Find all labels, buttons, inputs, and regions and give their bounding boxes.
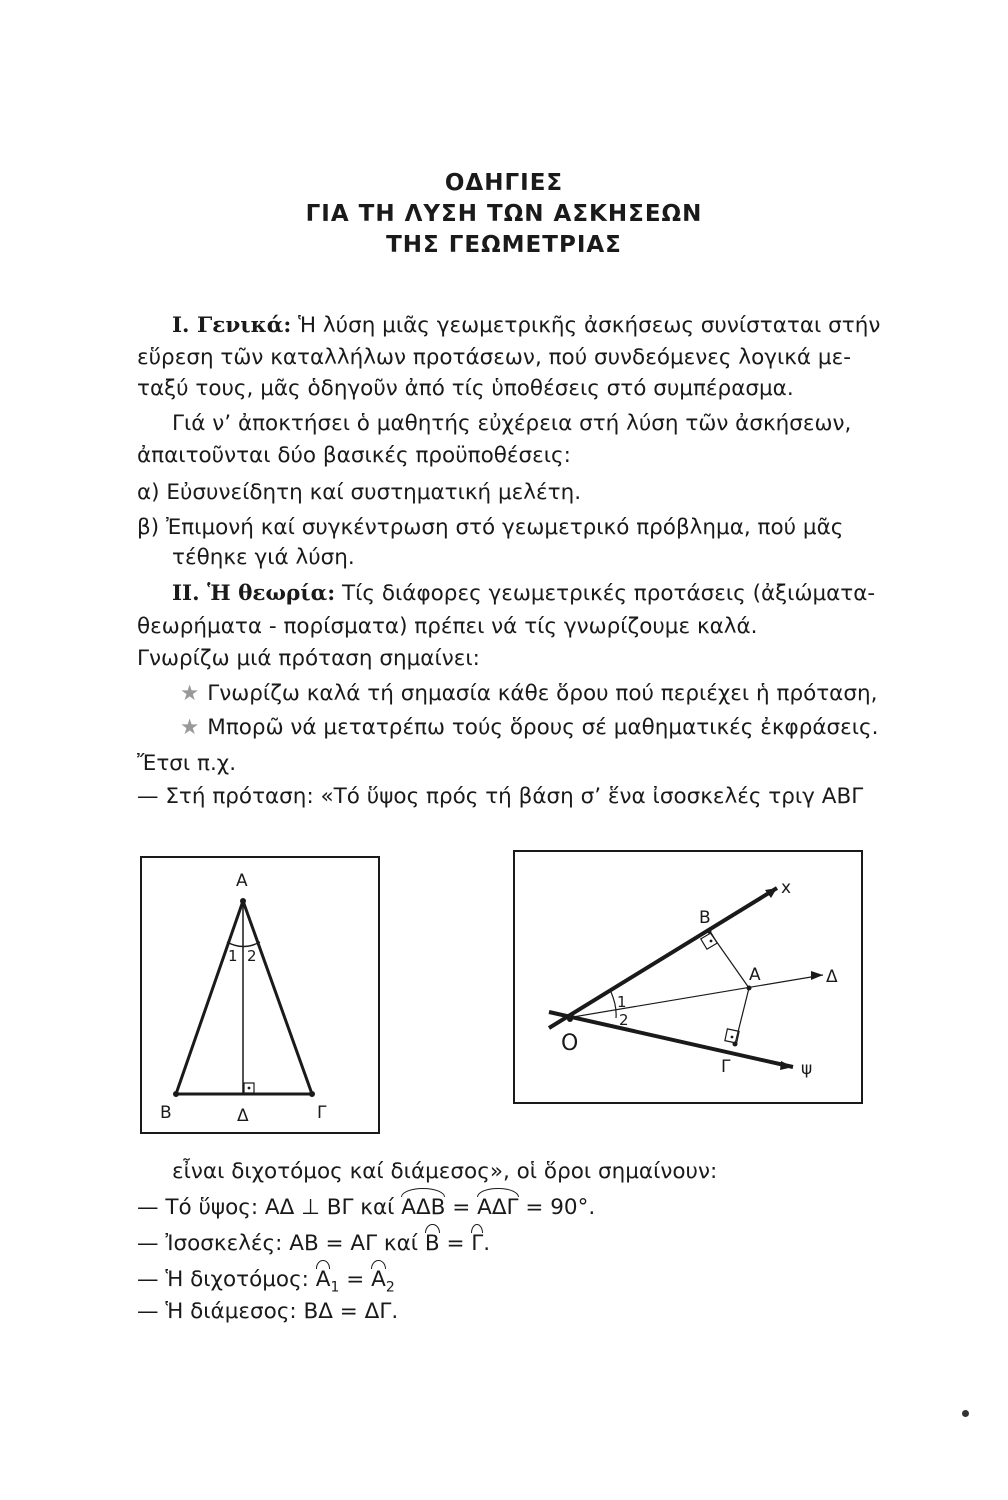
angle-label-2: 2 (619, 1011, 629, 1029)
angle-label-1: 1 (617, 993, 627, 1011)
ray-Opsi (549, 1012, 793, 1067)
after-line-1: εἶναι διχοτόμος καί διάμεσος», οἱ ὅροι σημαίνουν: (172, 1159, 718, 1184)
point-G (733, 1042, 738, 1047)
label-B: B (699, 908, 711, 928)
section2-star-2 (180, 714, 878, 742)
label-A: A (236, 871, 248, 891)
after-l3-prefix: — Ἰσοσκελές: ΑΒ = ΑΓ καί (137, 1231, 425, 1256)
angle-B: Β (424, 1231, 440, 1256)
after-line-2 (137, 1194, 595, 1222)
section1-text-1: Ἡ λύση μιᾶς γεωμετρικῆς ἀσκήσεως συνίσταται στήν (291, 313, 881, 338)
label-psi: ψ (801, 1059, 813, 1079)
after-l2-eq: = (445, 1195, 478, 1220)
after-line-5: — Ἡ διάμεσος: ΒΔ = ΔΓ. (137, 1299, 399, 1324)
right-angle-dot-G (731, 1036, 734, 1039)
section1-heading: Ι. Γενικά: (172, 313, 292, 338)
star-icon: ★ (180, 715, 200, 740)
bisector-OD (567, 975, 823, 1018)
section1-line-5: ἀπαιτοῦνται δύο βασικές προϋποθέσεις: (137, 443, 571, 468)
label-D: Δ (826, 967, 838, 987)
point-B (707, 929, 712, 934)
subscript-1: 1 (330, 1279, 340, 1296)
section2-line-1 (172, 580, 875, 608)
label-D: Δ (237, 1106, 249, 1126)
label-B: B (160, 1103, 172, 1123)
angle-ADB: ΑΔΒ (401, 1195, 446, 1220)
section1-item-b-1: β) Ἐπιμονή καί συγκέντρωση στό γεωμετρικό πρόβλημα, πού μᾶς (137, 515, 844, 540)
subscript-2: 2 (385, 1279, 395, 1296)
section2-line-3: Γνωρίζω μιά πρόταση σημαίνει: (137, 646, 480, 671)
side-AB (176, 901, 243, 1094)
section2-text-1: Τίς διάφορες γεωμετρικές προτάσεις (ἀξιώματα- (335, 581, 876, 606)
after-l2-suffix: = 90°. (518, 1195, 596, 1220)
figure-angle-bisector (513, 850, 863, 1104)
vertex-A (240, 898, 246, 904)
section1-line-2: εὕρεση τῶν καταλλήλων προτάσεων, πού συνδεόμενες λογικά με- (137, 345, 851, 370)
label-O: O (561, 1031, 579, 1056)
title-line-3: ΤΗΣ ΓΕΩΜΕΤΡΙΑΣ (386, 232, 622, 258)
title-line-1: ΟΔΗΓΙΕΣ (444, 170, 564, 196)
vertex-O (567, 1016, 573, 1022)
angle-arc-O (611, 992, 616, 1018)
section2-line-4: Ἔτσι π.χ. (137, 751, 237, 776)
title-line-2: ΓΙΑ ΤΗ ΛΥΣΗ ΤΩΝ ΑΣΚΗΣΕΩΝ (305, 201, 703, 227)
ink-dot (962, 1410, 969, 1417)
label-G: Γ (721, 1057, 731, 1077)
after-l4-prefix: — Ἡ διχοτόμος: (137, 1267, 316, 1292)
angle-A2: Α (371, 1267, 386, 1292)
angle-ADG: ΑΔΓ (477, 1195, 519, 1220)
section2-line-2: θεωρήματα - πορίσματα) πρέπει νά τίς γνωρίζουμε καλά. (137, 614, 758, 639)
star-icon: ★ (180, 681, 200, 706)
section2-line-5: — Στή πρόταση: «Τό ὕψος πρός τή βάση σ’ ἕνα ἰσοσκελές τριγ ΑΒΓ (137, 784, 864, 809)
after-l3-eq: = (439, 1231, 472, 1256)
after-l3-suffix: . (483, 1231, 491, 1256)
after-l2-prefix: — Τό ὕψος: ΑΔ ⊥ ΒΓ καί (137, 1195, 402, 1220)
angle-label-2: 2 (247, 947, 257, 965)
side-AG (243, 901, 312, 1094)
section1-line-3: ταξύ τους, μᾶς ὁδηγοῦν ἀπό τίς ὑποθέσεις στό συμπέρασμα. (137, 376, 794, 401)
section1-line-1 (172, 312, 880, 340)
perpendicular-AG (735, 988, 749, 1044)
section1-line-4: Γιά ν’ ἀποκτήσει ὁ μαθητής εὐχέρεια στή λύση τῶν ἀσκήσεων, (172, 411, 852, 436)
right-angle-dot-D (248, 1087, 251, 1090)
label-G: Γ (317, 1103, 327, 1123)
point-A (747, 986, 752, 991)
section2-star-1-text: Γνωρίζω καλά τή σημασία κάθε ὅρου πού περιέχει ἡ πρόταση, (207, 681, 878, 706)
after-line-4 (137, 1266, 395, 1301)
angle-label-1: 1 (228, 947, 238, 965)
section1-item-b-2: τέθηκε γιά λύση. (172, 545, 355, 570)
section1-item-a: α) Εὐσυνείδητη καί συστηματική μελέτη. (137, 480, 582, 505)
vertex-B (173, 1091, 179, 1097)
section2-star-2-text: Μπορῶ νά μετατρέπω τούς ὅρους σέ μαθηματικές ἐκφράσεις. (207, 715, 879, 740)
angle-A1: Α (315, 1267, 331, 1292)
right-angle-dot-B (710, 940, 713, 943)
angle-G: Γ (471, 1231, 484, 1256)
label-x: x (781, 878, 792, 898)
after-line-3 (137, 1230, 490, 1258)
label-A: A (749, 965, 761, 985)
vertex-G (309, 1091, 315, 1097)
figure-isosceles-triangle (140, 856, 380, 1134)
ray-Ox (549, 888, 777, 1028)
section2-star-1 (180, 680, 877, 708)
section2-heading: ΙΙ. Ἡ θεωρία: (172, 581, 336, 606)
arrow-D-icon (811, 971, 823, 980)
after-l4-eq: = (339, 1267, 372, 1292)
